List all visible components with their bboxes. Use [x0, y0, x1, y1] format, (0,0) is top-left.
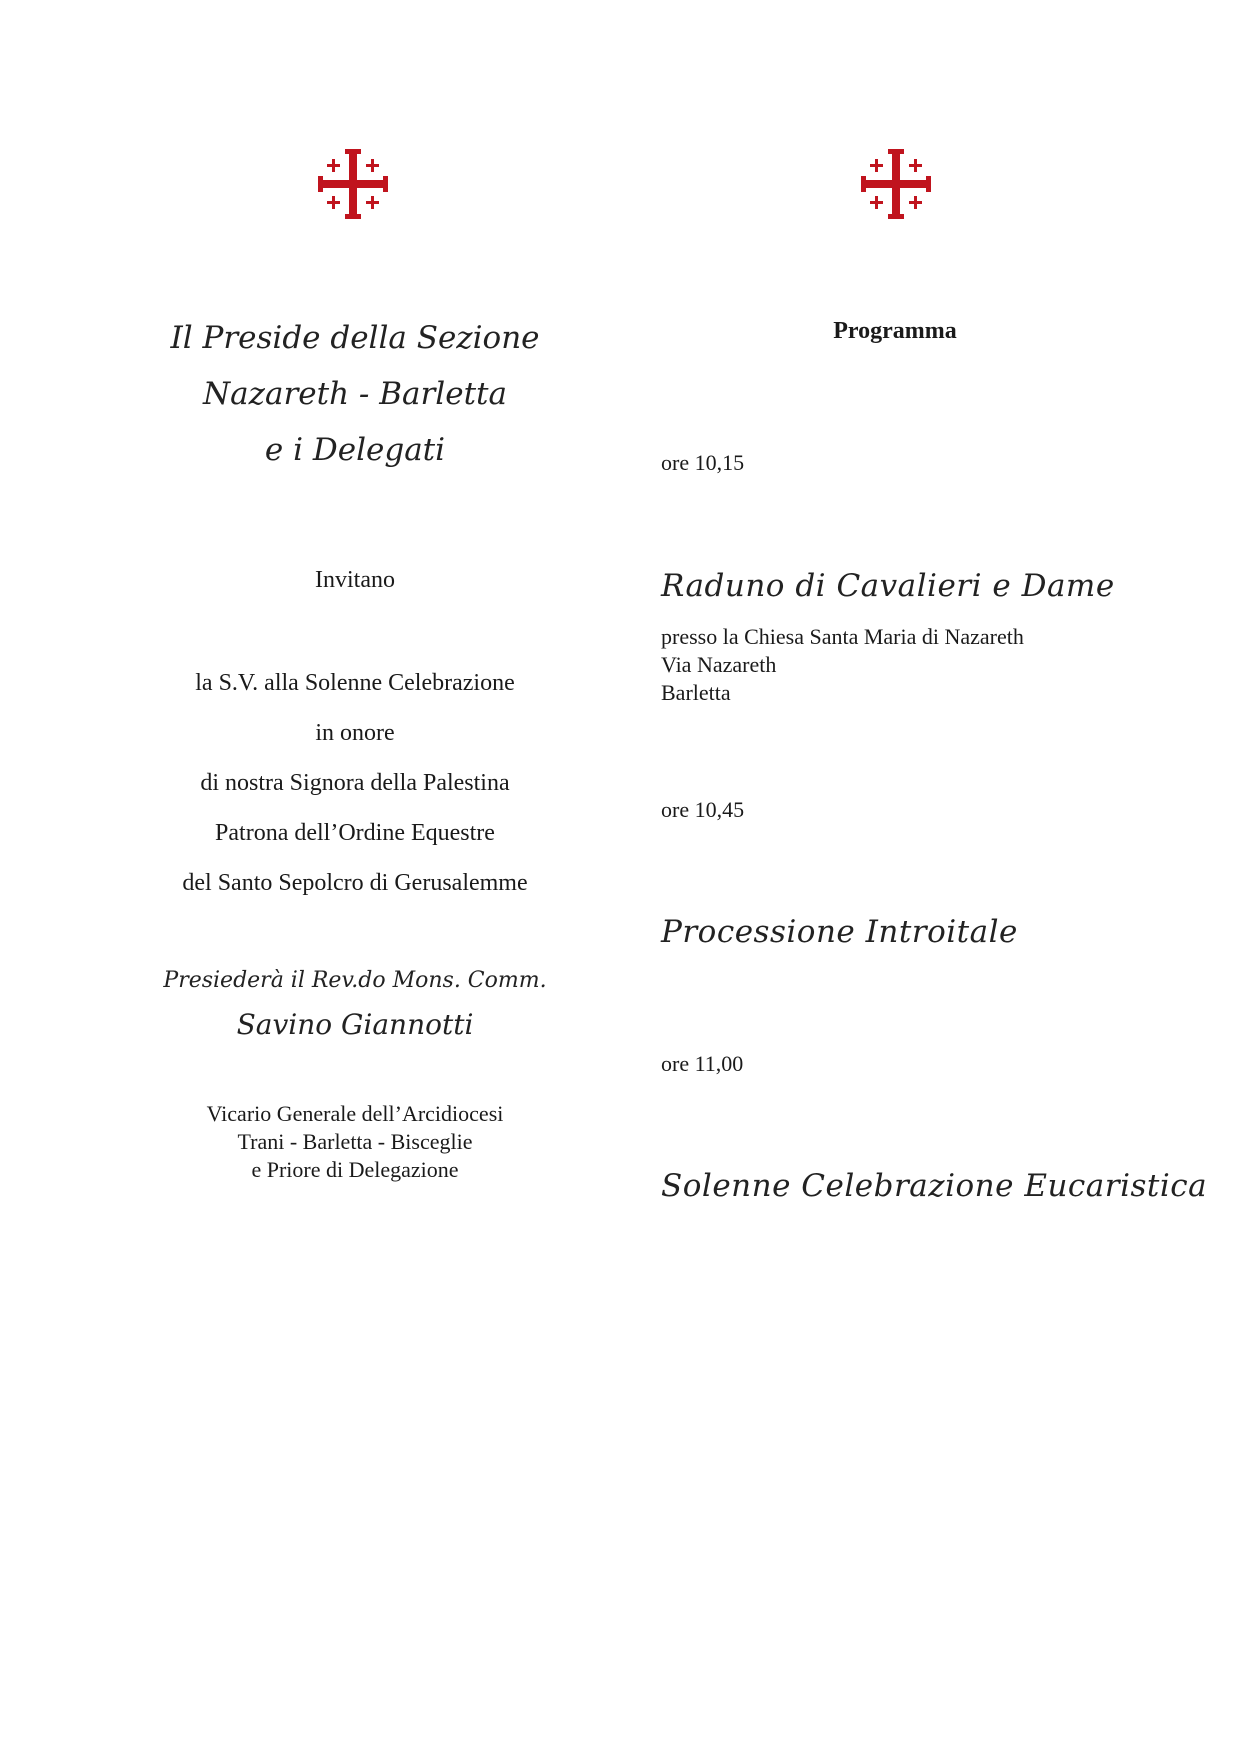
- host-line: e i Delegati: [264, 432, 446, 468]
- role-line: Vicario Generale dell’Arcidiocesi: [206, 1101, 504, 1126]
- presider-role: [120, 1100, 590, 1184]
- detail-line: Barletta: [661, 680, 731, 705]
- schedule-event: Solenne Celebrazione Eucaristica: [661, 1168, 1208, 1204]
- jerusalem-cross-icon: [859, 147, 933, 221]
- host-line: Il Preside della Sezione: [170, 320, 540, 356]
- invite-line: Patrona dell’Ordine Equestre: [215, 820, 495, 846]
- detail-line: presso la Chiesa Santa Maria di Nazareth: [661, 624, 1024, 649]
- invite-text: [100, 658, 610, 908]
- invite-line: del Santo Sepolcro di Gerusalemme: [182, 870, 528, 896]
- detail-line: Via Nazareth: [661, 652, 777, 677]
- role-line: e Priore di Delegazione: [251, 1157, 459, 1182]
- host-line: Nazareth - Barletta: [203, 376, 507, 412]
- invite-verb: Invitano: [315, 567, 395, 593]
- presider-line: Presiederà il Rev.do Mons. Comm.: [163, 968, 547, 993]
- host-block: [140, 310, 570, 478]
- schedule-event: Processione Introitale: [661, 914, 1018, 950]
- jerusalem-cross-icon: [316, 147, 390, 221]
- program-title: Programma: [833, 318, 957, 344]
- schedule-time: ore 10,15: [661, 450, 745, 475]
- invite-line: di nostra Signora della Palestina: [200, 770, 510, 796]
- invite-line: in onore: [315, 720, 395, 746]
- schedule-details: [661, 623, 1024, 707]
- schedule-event: Raduno di Cavalieri e Dame: [661, 568, 1115, 604]
- presider-name: Savino Giannotti: [236, 1008, 474, 1041]
- invite-line: la S.V. alla Solenne Celebrazione: [195, 670, 515, 696]
- schedule-time: ore 10,45: [661, 797, 745, 822]
- schedule-time: ore 11,00: [661, 1051, 744, 1076]
- role-line: Trani - Barletta - Bisceglie: [237, 1129, 473, 1154]
